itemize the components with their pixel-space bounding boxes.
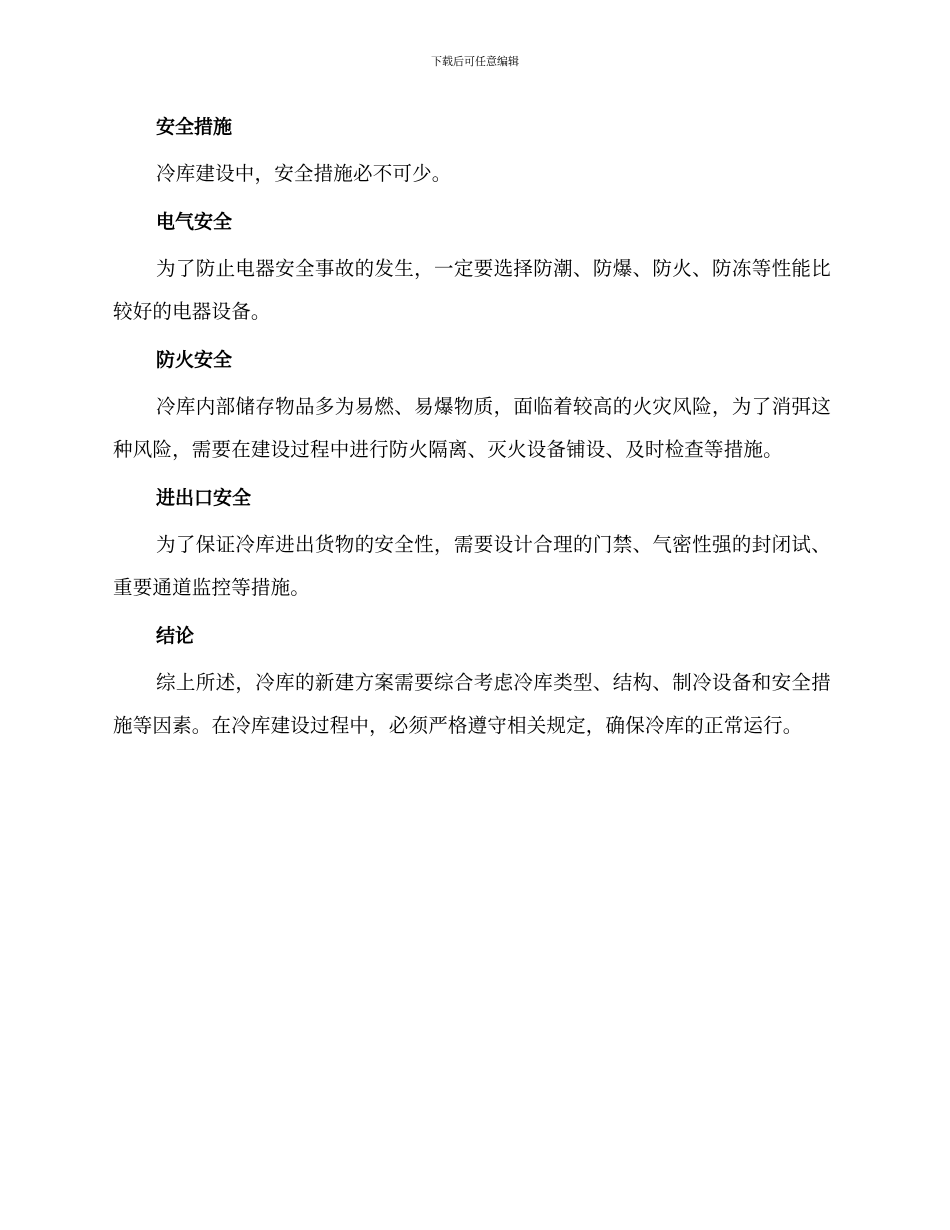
section-heading: 进出口安全 [156,487,252,509]
section-paragraph: 综上所述，冷库的新建方案需要综合考虑冷库类型、结构、制冷设备和安全措施等因素。在冷库建设过程中，必须严格遵守相关规定，确保冷库的正常运行。 [113,671,831,737]
page-header-note: 下载后可任意编辑 [431,55,519,68]
section-entrance-exit-safety [113,481,831,609]
section-paragraph: 为了防止电器安全事故的发生，一定要选择防潮、防爆、防火、防冻等性能比较好的电器设备。 [113,257,831,323]
section-heading: 防火安全 [156,349,233,371]
section-heading: 安全措施 [156,116,233,138]
section-heading: 结论 [156,625,195,647]
section-fire-safety [113,343,831,471]
document-body [113,110,831,747]
section-conclusion [113,619,831,747]
section-heading: 电气安全 [156,211,233,233]
section-electrical-safety [113,205,831,333]
section-paragraph: 冷库建设中，安全措施必不可少。 [156,162,452,185]
section-paragraph: 为了保证冷库进出货物的安全性，需要设计合理的门禁、气密性强的封闭试、重要通道监控等措施。 [113,533,831,599]
section-safety-measures [113,110,831,195]
section-paragraph: 冷库内部储存物品多为易燃、易爆物质，面临着较高的火灾风险，为了消弭这种风险，需要在建设过程中进行防火隔离、灭火设备铺设、及时检查等措施。 [113,395,831,461]
